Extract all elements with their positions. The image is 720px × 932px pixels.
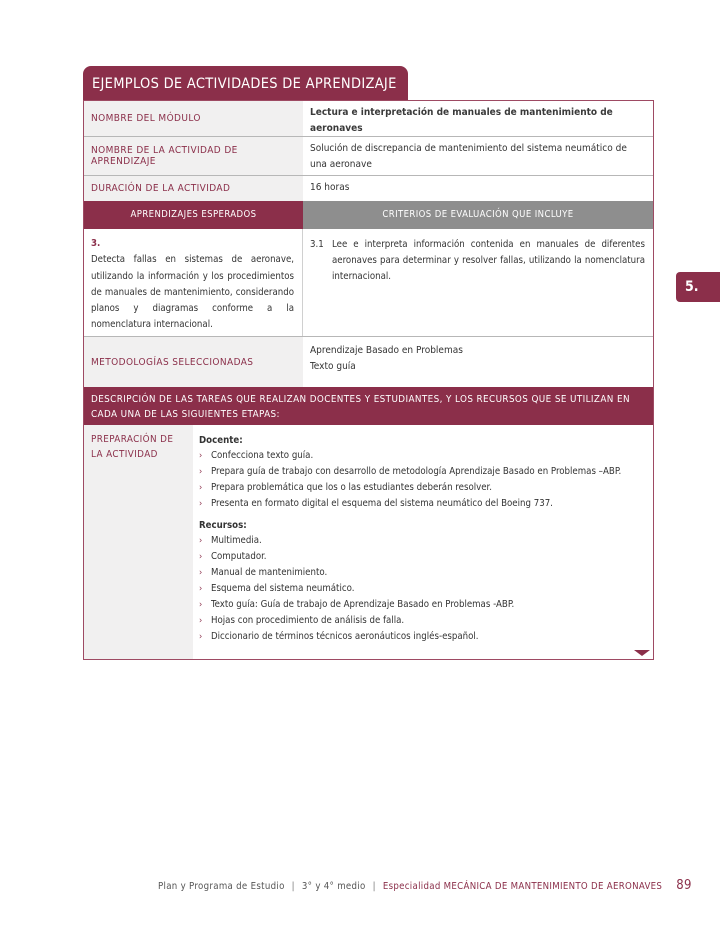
methodologies-value: [303, 337, 653, 387]
footer-separator: |: [372, 881, 376, 892]
page-footer: [158, 878, 692, 893]
description-bar: DESCRIPCIÓN DE LAS TAREAS QUE REALIZAN DOCENTES Y ESTUDIANTES, Y LOS RECURSOS QUE SE UTILIZAN EN CADA UNA DE LAS SIGUIENTES ETAPAS:: [84, 387, 653, 425]
page-number: 89: [676, 878, 692, 893]
docente-title: Docente:: [199, 435, 243, 446]
recurso-item: › Hojas con procedimiento de análisis de falla.: [199, 613, 645, 629]
activity-name-value: Solución de discrepancia de mantenimiento del sistema neumático de una aeronave: [310, 143, 627, 170]
footer-separator: |: [291, 881, 295, 892]
duration-row: [84, 176, 653, 201]
activity-table: [83, 100, 654, 660]
recurso-item: › Manual de mantenimiento.: [199, 565, 645, 581]
continue-triangle-icon: [634, 650, 650, 656]
chevron-right-icon: ›: [199, 483, 203, 493]
chevron-right-icon: ›: [199, 552, 203, 562]
expected-learning-cell: [84, 229, 303, 336]
section-tab-title: EJEMPLOS DE ACTIVIDADES DE APRENDIZAJE: [83, 66, 408, 100]
chevron-right-icon: ›: [199, 451, 203, 461]
chevron-right-icon: ›: [199, 568, 203, 578]
recurso-item: › Esquema del sistema neumático.: [199, 581, 645, 597]
docente-item: › Prepara guía de trabajo con desarrollo de metodología Aprendizaje Basado en Problemas –ABP.: [199, 464, 645, 480]
module-name-label: NOMBRE DEL MÓDULO: [84, 101, 303, 136]
footer-specialty: Especialidad MECÁNICA DE MANTENIMIENTO DE AERONAVES: [382, 881, 663, 892]
criteria-cell: [303, 229, 653, 336]
recurso-item: › Diccionario de términos técnicos aeronáuticos inglés-español.: [199, 629, 645, 645]
chevron-right-icon: ›: [199, 600, 203, 610]
activity-name-row: [84, 137, 653, 176]
docente-item: › Presenta en formato digital el esquema del sistema neumático del Boeing 737.: [199, 496, 645, 512]
recursos-title: Recursos:: [199, 520, 247, 531]
methodologies-row: [84, 337, 653, 387]
chevron-right-icon: ›: [199, 584, 203, 594]
chevron-right-icon: ›: [199, 467, 203, 477]
recurso-item: › Multimedia.: [199, 533, 645, 549]
methodology-item: Aprendizaje Basado en Problemas: [310, 345, 463, 356]
expected-learning-header: APRENDIZAJES ESPERADOS: [84, 201, 303, 229]
chevron-right-icon: ›: [199, 632, 203, 642]
duration-label: DURACIÓN DE LA ACTIVIDAD: [84, 176, 303, 201]
criterion-item: [310, 237, 645, 285]
criteria-header: CRITERIOS DE EVALUACIÓN QUE INCLUYE: [303, 201, 653, 229]
learning-row: [84, 229, 653, 337]
footer-plan: Plan y Programa de Estudio: [158, 881, 285, 892]
footer-level: 3° y 4° medio: [301, 881, 366, 892]
chevron-right-icon: ›: [199, 499, 203, 509]
chevron-right-icon: ›: [199, 616, 203, 626]
recurso-item: › Texto guía: Guía de trabajo de Aprendizaje Basado en Problemas -ABP.: [199, 597, 645, 613]
learning-number: 3.: [91, 238, 101, 249]
docente-item: › Confecciona texto guía.: [199, 448, 645, 464]
learning-text: Detecta fallas en sistemas de aeronave, utilizando la información y los procedimientos de manuales de mantenimiento, considerando planos y diagramas conforme a la nomenclatura internacional.: [91, 254, 294, 331]
learning-header-row: [84, 201, 653, 229]
criterion-text: Lee e interpreta información contenida en manuales de diferentes aeronaves para determinar y resolver fallas, utilizando la nomenclatura internacional.: [332, 239, 645, 282]
methodology-item: Texto guía: [310, 361, 356, 372]
docente-item: › Prepara problemática que los o las estudiantes deberán resolver.: [199, 480, 645, 496]
recurso-item: › Computador.: [199, 549, 645, 565]
chapter-marker: 5.: [676, 272, 720, 302]
stage-content: [193, 425, 653, 659]
stage-label: PREPARACIÓN DE LA ACTIVIDAD: [84, 425, 193, 659]
duration-value: 16 horas: [310, 182, 350, 193]
criterion-number: 3.1: [310, 239, 324, 250]
module-name-row: [84, 101, 653, 137]
methodologies-label: METODOLOGÍAS SELECCIONADAS: [84, 337, 303, 387]
activity-name-label: NOMBRE DE LA ACTIVIDAD DE APRENDIZAJE: [84, 137, 303, 175]
module-name-value: Lectura e interpretación de manuales de mantenimiento de aeronaves: [310, 107, 613, 134]
chevron-right-icon: ›: [199, 536, 203, 546]
